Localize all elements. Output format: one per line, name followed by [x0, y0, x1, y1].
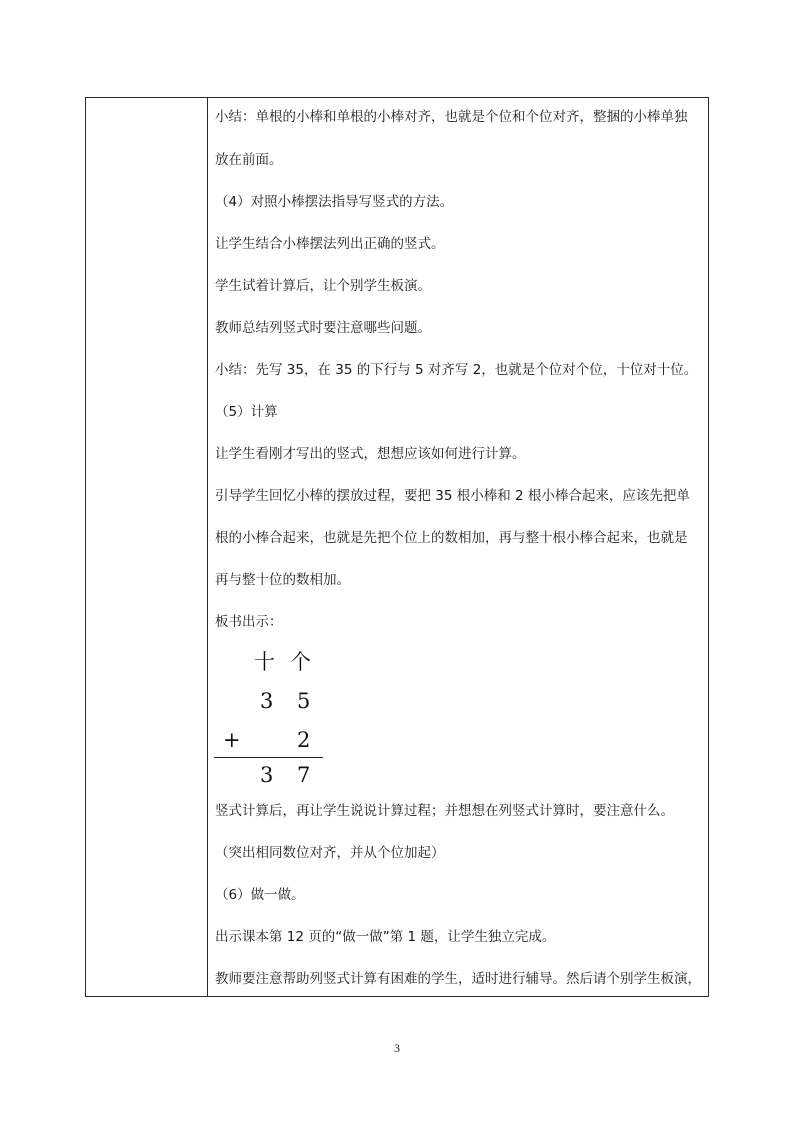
- paragraph-7: （突出相同数位对齐，并从个位加起）: [215, 845, 445, 861]
- paragraph-5-line-c: 再与整十位的数相加。: [215, 572, 350, 588]
- step6-heading: （6）做一做。: [215, 887, 305, 903]
- paragraph-5-line-a: 引导学生回忆小棒的摆放过程，要把 35 根小棒和 2 根小棒合起来，应该先把单: [215, 488, 690, 504]
- step4-heading: （4）对照小棒摆法指导写竖式的方法。: [215, 194, 454, 210]
- paragraph-2: 学生试着计算后，让个别学生板演。: [215, 278, 431, 294]
- sum-row1-ones: 5: [297, 689, 311, 713]
- summary1-line-a: 小结：单根的小棒和单根的小棒对齐，也就是个位和个位对齐，整捆的小棒单独: [215, 109, 688, 125]
- sum-operator: +: [223, 728, 241, 752]
- paragraph-6: 竖式计算后，再让学生说说计算过程；并想想在列竖式计算时，要注意什么。: [215, 803, 674, 819]
- table-column-divider: [207, 97, 208, 997]
- paragraph-4: 让学生看刚才写出的竖式，想想应该如何进行计算。: [215, 446, 526, 462]
- sum-result-tens: 3: [260, 763, 274, 787]
- lesson-table: [85, 97, 709, 997]
- summary2: 小结：先写 35，在 35 的下行与 5 对齐写 2，也就是个位对个位，十位对十位。: [215, 362, 698, 378]
- sum-row1-tens: 3: [260, 689, 274, 713]
- step5-heading: （5）计算: [215, 404, 278, 420]
- sum-result-ones: 7: [297, 763, 311, 787]
- page-number: 3: [394, 1041, 400, 1055]
- sum-header-ones: 个: [290, 650, 311, 674]
- paragraph-5-line-b: 根的小棒合起来，也就是先把个位上的数相加，再与整十根小棒合起来，也就是: [215, 530, 688, 546]
- sum-underline: [214, 757, 323, 758]
- paragraph-8: 出示课本第 12 页的“做一做”第 1 题，让学生独立完成。: [215, 929, 556, 945]
- summary1-line-b: 放在前面。: [215, 152, 283, 168]
- sum-header-tens: 十: [254, 650, 275, 674]
- board-label: 板书出示：: [215, 614, 283, 630]
- sum-row2-ones: 2: [297, 728, 311, 752]
- paragraph-1: 让学生结合小棒摆法列出正确的竖式。: [215, 236, 445, 252]
- paragraph-9: 教师要注意帮助列竖式计算有困难的学生，适时进行辅导。然后请个别学生板演，: [215, 971, 701, 987]
- paragraph-3: 教师总结列竖式时要注意哪些问题。: [215, 320, 431, 336]
